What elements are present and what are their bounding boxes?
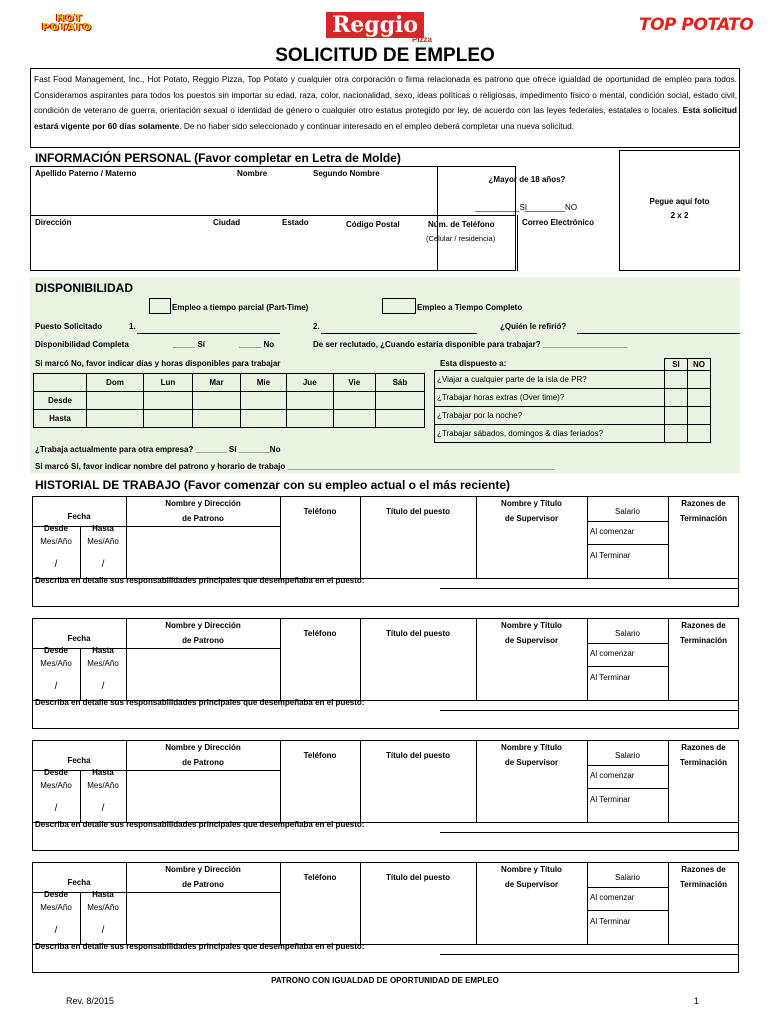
hasta-label: Hasta — [92, 524, 114, 533]
mayor-si: __________SI — [475, 203, 528, 212]
puesto-1: 1. — [129, 322, 136, 331]
hasta-slash[interactable]: / — [101, 925, 105, 936]
patrono-label-2: de Patrono — [182, 880, 224, 889]
job-describe-line[interactable] — [440, 588, 739, 589]
schedule-corner — [34, 374, 87, 392]
job-col-line — [80, 526, 81, 578]
salario-label: Salario — [615, 629, 640, 638]
job-salary-line — [587, 788, 668, 789]
job-col-line — [668, 496, 669, 578]
job-col-line — [476, 740, 477, 822]
estado-label: Estado — [282, 218, 309, 227]
al-terminar-label: Al Terminar — [590, 551, 631, 560]
job-salary-line — [587, 887, 668, 888]
patrono-label-1: Nombre y Dirección — [165, 621, 241, 630]
fecha-label: Fecha — [67, 634, 91, 643]
razones-label-1: Razones de — [681, 743, 726, 752]
supervisor-label-1: Nombre y Título — [501, 499, 562, 508]
intro-bold: Esta solicitud estará vigente por 60 días solamente — [34, 105, 737, 131]
job-salary-line — [587, 643, 668, 644]
desde-label: Desde — [43, 890, 68, 899]
page-title: SOLICITUD DE EMPLEO — [275, 45, 495, 66]
desde-cell[interactable] — [333, 392, 375, 410]
puesto-1-line[interactable] — [137, 333, 280, 334]
willingness-corner — [435, 359, 665, 371]
desde-label: Desde — [43, 768, 68, 777]
razones-label-1: Razones de — [681, 865, 726, 874]
hasta-mesano: Mes/Año — [87, 781, 119, 790]
supervisor-label-2: de Supervisor — [504, 514, 559, 523]
al-comenzar-label: Al comenzar — [590, 893, 635, 902]
personal-divider-h — [30, 215, 516, 216]
q1-label: ¿Viajar a cualquier parte de la isla de PR? — [435, 371, 665, 389]
q3-no[interactable] — [688, 407, 711, 425]
reggio-pizza-logo — [326, 12, 433, 44]
hot-potato-logo — [34, 14, 126, 32]
hasta-row-label: Hasta — [34, 410, 87, 428]
intro-tail: . De no haber sido seleccionado y continuar interesado en el empleo deberá completar una nueva solicitud. — [179, 120, 575, 131]
telefono-label: Núm. de Teléfono — [428, 220, 495, 229]
puesto-2: 2. — [313, 322, 320, 331]
day-sab: Sáb — [375, 374, 424, 392]
titulo-label: Título del puesto — [386, 507, 450, 516]
refirio-line[interactable] — [577, 333, 740, 334]
fecha-label: Fecha — [67, 756, 91, 765]
job-telefono-label: Teléfono — [303, 751, 337, 760]
desde-mesano: Mes/Año — [40, 659, 72, 668]
hasta-slash[interactable]: / — [101, 681, 105, 692]
supervisor-label-1: Nombre y Título — [501, 743, 562, 752]
photo-label-1: Pegue aquí foto — [649, 197, 710, 206]
job-telefono-label: Teléfono — [303, 873, 337, 882]
intro-text — [34, 72, 737, 134]
describa-label: Describa en detalle sus responsabilidades principales que desempeñaba en el puesto: — [35, 942, 365, 951]
reclutado-label: De ser reclutado, ¿Cuando estaría disponible para trabajar? ___________________ — [313, 340, 628, 349]
desde-mesano: Mes/Año — [40, 537, 72, 546]
job-telefono-label: Teléfono — [303, 507, 337, 516]
job-salary-line — [587, 544, 668, 545]
salario-label: Salario — [615, 507, 640, 516]
job-col-line — [476, 618, 477, 700]
schedule-table — [33, 373, 425, 428]
hasta-mesano: Mes/Año — [87, 659, 119, 668]
job-telefono-label: Teléfono — [303, 629, 337, 638]
telefono-sub: (Celular / residencia) — [426, 234, 496, 243]
desde-cell[interactable] — [143, 392, 192, 410]
eeo-statement: PATRONO CON IGUALDAD DE OPORTUNIDAD DE EMPLEO — [271, 976, 499, 985]
job-col-line — [668, 862, 669, 944]
describa-label: Describa en detalle sus responsabilidades principales que desempeñaba en el puesto: — [35, 698, 365, 707]
q4-label: ¿Trabajar sábados, domingos & días feriados? — [435, 425, 665, 443]
job-col-line — [668, 740, 669, 822]
salario-label: Salario — [615, 873, 640, 882]
hasta-cell[interactable] — [333, 410, 375, 428]
titulo-label: Título del puesto — [386, 873, 450, 882]
job-col-line — [126, 740, 127, 822]
razones-label-1: Razones de — [681, 499, 726, 508]
job-describe-line[interactable] — [440, 832, 739, 833]
no-header: NO — [688, 359, 711, 371]
patrono-label-1: Nombre y Dirección — [165, 499, 241, 508]
part-time-checkbox[interactable] — [149, 298, 171, 314]
revision: Rev. 8/2015 — [66, 996, 114, 1006]
reggio-logo-sub: Pizza — [412, 35, 433, 44]
job-col-line — [476, 862, 477, 944]
q3-label: ¿Trabajar por la noche? — [435, 407, 665, 425]
patrono-label-2: de Patrono — [182, 636, 224, 645]
refirio-label: ¿Quién le refirió? — [500, 322, 567, 331]
ciudad-label: Ciudad — [213, 218, 241, 227]
hasta-slash[interactable]: / — [101, 803, 105, 814]
hasta-cell[interactable] — [286, 410, 333, 428]
job-col-line — [126, 496, 127, 578]
segundo-label: Segundo Nombre — [313, 169, 380, 178]
top-potato-logo: TOP POTATO — [639, 15, 754, 35]
postal-label: Código Postal — [346, 220, 400, 229]
desde-mesano: Mes/Año — [40, 781, 72, 790]
job-col-line — [126, 618, 127, 700]
hasta-label: Hasta — [92, 646, 114, 655]
al-terminar-label: Al Terminar — [590, 673, 631, 682]
apellido-label: Apellido Paterno / Materno — [35, 169, 137, 178]
razones-label-2: Terminación — [680, 880, 727, 889]
job-salary-line — [587, 910, 668, 911]
al-terminar-label: Al Terminar — [590, 917, 631, 926]
day-jue: Jue — [286, 374, 333, 392]
desde-slash[interactable]: / — [54, 559, 58, 570]
job-col-line — [126, 862, 127, 944]
patrono-label-2: de Patrono — [182, 758, 224, 767]
hasta-cell[interactable] — [241, 410, 287, 428]
job-salary-line — [587, 666, 668, 667]
hot-potato-line1: HOT — [56, 13, 83, 24]
desde-row-label: Desde — [34, 392, 87, 410]
titulo-label: Título del puesto — [386, 629, 450, 638]
razones-label-2: Terminación — [680, 514, 727, 523]
al-terminar-label: Al Terminar — [590, 795, 631, 804]
desde-slash[interactable]: / — [54, 803, 58, 814]
q4-si[interactable] — [665, 425, 688, 443]
day-dom: Dom — [87, 374, 144, 392]
desde-label: Desde — [43, 524, 68, 533]
hasta-cell[interactable] — [87, 410, 144, 428]
completa-si: _____ Sí — [173, 340, 206, 349]
hasta-mesano: Mes/Año — [87, 537, 119, 546]
photo-label-2: 2 x 2 — [670, 211, 689, 220]
job-col-line — [80, 648, 81, 700]
nombre-label: Nombre — [237, 169, 268, 178]
job-describe-line[interactable] — [440, 710, 739, 711]
hasta-mesano: Mes/Año — [87, 903, 119, 912]
si-header: SI — [665, 359, 688, 371]
completa-label: Disponibilidad Completa — [35, 340, 129, 349]
hasta-cell[interactable] — [192, 410, 240, 428]
job-col-line — [80, 892, 81, 944]
patrono-label-1: Nombre y Dirección — [165, 865, 241, 874]
q1-no[interactable] — [688, 371, 711, 389]
q2-si[interactable] — [665, 389, 688, 407]
q1-si[interactable] — [665, 371, 688, 389]
job-col-line — [476, 496, 477, 578]
al-comenzar-label: Al comenzar — [590, 771, 635, 780]
al-comenzar-label: Al comenzar — [590, 649, 635, 658]
razones-label-2: Terminación — [680, 636, 727, 645]
day-mar: Mar — [192, 374, 240, 392]
fecha-label: Fecha — [67, 878, 91, 887]
hasta-cell[interactable] — [375, 410, 424, 428]
supervisor-label-2: de Supervisor — [504, 758, 559, 767]
hasta-label: Hasta — [92, 890, 114, 899]
puesto-2-line[interactable] — [321, 333, 477, 334]
hasta-slash[interactable]: / — [101, 559, 105, 570]
full-time-label: Empleo a Tiempo Completo — [417, 303, 523, 312]
supervisor-label-2: de Supervisor — [504, 636, 559, 645]
q3-si[interactable] — [665, 407, 688, 425]
completa-no: _____ No — [239, 340, 275, 349]
al-comenzar-label: Al comenzar — [590, 527, 635, 536]
marco-no-label: Si marcó No, favor indicar días y horas disponibles para trabajar — [35, 359, 281, 368]
job-salary-line — [587, 765, 668, 766]
phone-divider-v — [517, 215, 518, 271]
desde-slash[interactable]: / — [54, 681, 58, 692]
q2-label: ¿Trabajar horas extras (Over time)? — [435, 389, 665, 407]
desde-slash[interactable]: / — [54, 925, 58, 936]
reggio-logo-text: Reggio — [326, 12, 424, 38]
patrono-label-1: Nombre y Dirección — [165, 743, 241, 752]
desde-cell[interactable] — [375, 392, 424, 410]
mayor-label: ¿Mayor de 18 años? — [488, 175, 566, 184]
desde-mesano: Mes/Año — [40, 903, 72, 912]
desde-cell[interactable] — [192, 392, 240, 410]
full-time-checkbox[interactable] — [382, 298, 416, 314]
personal-title: INFORMACIÓN PERSONAL (Favor completar en Letra de Molde) — [35, 151, 401, 165]
supervisor-label-1: Nombre y Título — [501, 865, 562, 874]
desde-label: Desde — [43, 646, 68, 655]
dispuesto-label: Esta dispuesto a: — [440, 359, 507, 368]
availability-title: DISPONIBILIDAD — [35, 281, 134, 295]
desde-cell[interactable] — [286, 392, 333, 410]
job-describe-line[interactable] — [440, 954, 739, 955]
describa-label: Describa en detalle sus responsabilidades principales que desempeñaba en el puesto: — [35, 820, 365, 829]
salario-label: Salario — [615, 751, 640, 760]
patrono-label-2: de Patrono — [182, 514, 224, 523]
hasta-label: Hasta — [92, 768, 114, 777]
supervisor-label-2: de Supervisor — [504, 880, 559, 889]
hasta-cell[interactable] — [143, 410, 192, 428]
otra-empresa-detalle: Si marcó Sí, favor indicar nombre del patrono y horario de trabajo ____________________________________________________________ — [35, 462, 555, 471]
supervisor-label-1: Nombre y Título — [501, 621, 562, 630]
mayor-no: _________NO — [525, 203, 578, 212]
job-col-line — [668, 618, 669, 700]
day-lun: Lun — [143, 374, 192, 392]
q4-no[interactable] — [688, 425, 711, 443]
page-number: 1 — [694, 996, 700, 1006]
razones-label-1: Razones de — [681, 621, 726, 630]
willingness-table — [434, 358, 711, 443]
describa-label: Describa en detalle sus responsabilidades principales que desempeñaba en el puesto: — [35, 576, 365, 585]
hot-potato-line2: POTATO — [42, 22, 93, 33]
history-title: HISTORIAL DE TRABAJO (Favor comenzar con su empleo actual o el más reciente) — [35, 478, 511, 492]
otra-empresa: ¿Trabaja actualmente para otra empresa? _______ Sí _______No — [35, 445, 281, 454]
intro-body: Fast Food Management, Inc., Hot Potato, Reggio Pizza, Top Potato y cualquier otra corporación o firma relacionada es patrono que ofrece igualdad de oportunidad de empleo para todos. Consideramos aspirantes para todos los puestos sin importar su edad, raza, color, nacionalidad, sexo, ideas políticas o religiosas, impedimento físico o mental, condición social, estado civil, condición de veterano de guerra, orientación sexual o identidad de género o cualquier otro estatus protegido por ley, de acuerdo con las leyes federales, estatales o locales. — [34, 74, 737, 115]
desde-cell[interactable] — [241, 392, 287, 410]
job-col-line — [80, 770, 81, 822]
titulo-label: Título del puesto — [386, 751, 450, 760]
q2-no[interactable] — [688, 389, 711, 407]
direccion-label: Dirección — [35, 218, 72, 227]
puesto-label: Puesto Solicitado — [35, 322, 103, 331]
fecha-label: Fecha — [67, 512, 91, 521]
day-mie: Mie — [241, 374, 287, 392]
job-salary-line — [587, 521, 668, 522]
part-time-label: Empleo a tiempo parcial (Part-Time) — [172, 303, 309, 312]
day-vie: Vie — [333, 374, 375, 392]
correo-label: Correo Electrónico — [522, 218, 595, 227]
razones-label-2: Terminación — [680, 758, 727, 767]
desde-cell[interactable] — [87, 392, 144, 410]
